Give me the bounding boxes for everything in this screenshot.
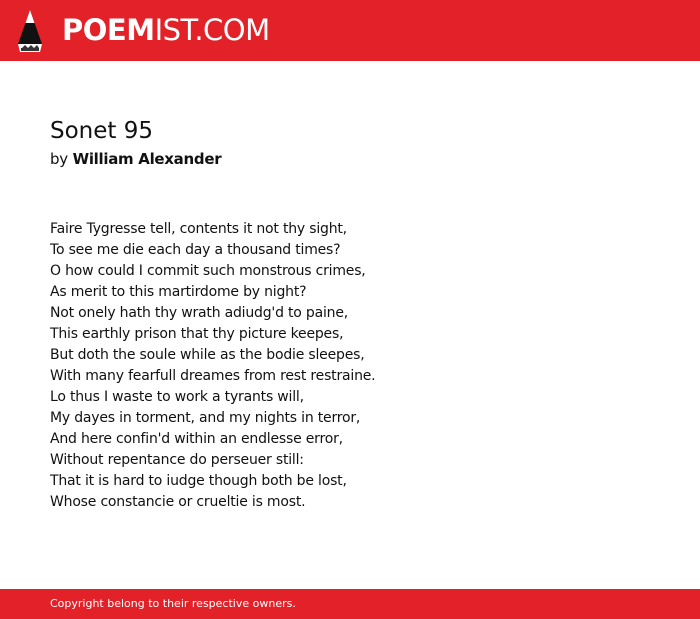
poem-author: William Alexander <box>72 150 222 168</box>
poem-title: Sonet 95 <box>50 118 153 144</box>
by-prefix: by <box>50 150 68 168</box>
copyright-text: Copyright belong to their respective owners. <box>50 597 296 610</box>
poem-line: With many fearfull dreames from rest restraine. <box>50 368 376 384</box>
poem-line: To see me die each day a thousand times? <box>50 242 341 258</box>
poem-line: That it is hard to iudge though both be lost, <box>50 473 347 489</box>
poem-line: Lo thus I waste to work a tyrants will, <box>50 389 304 405</box>
pencil-logo-icon[interactable] <box>18 10 42 52</box>
poem-body <box>50 219 650 513</box>
poem-byline <box>50 149 221 169</box>
poem-line: But doth the soule while as the bodie sleepes, <box>50 347 365 363</box>
brand-bold-text: POEM <box>62 13 155 47</box>
poem-line: Faire Tygresse tell, contents it not thy sight, <box>50 221 347 237</box>
poem-line: My dayes in torment, and my nights in terror, <box>50 410 361 426</box>
poem-line: And here confin'd within an endlesse error, <box>50 431 343 447</box>
brand-light-text: IST.COM <box>154 13 270 47</box>
poem-line: This earthly prison that thy picture keepes, <box>50 326 344 342</box>
site-header <box>0 0 700 61</box>
site-brand[interactable] <box>62 12 270 48</box>
poem-line: Without repentance do perseuer still: <box>50 452 304 468</box>
poem-line: Whose constancie or crueltie is most. <box>50 494 306 510</box>
site-footer <box>0 589 700 619</box>
poem-line: As merit to this martirdome by night? <box>50 284 307 300</box>
poem-line: Not onely hath thy wrath adiudg'd to paine, <box>50 305 348 321</box>
poem-line: O how could I commit such monstrous crimes, <box>50 263 366 279</box>
